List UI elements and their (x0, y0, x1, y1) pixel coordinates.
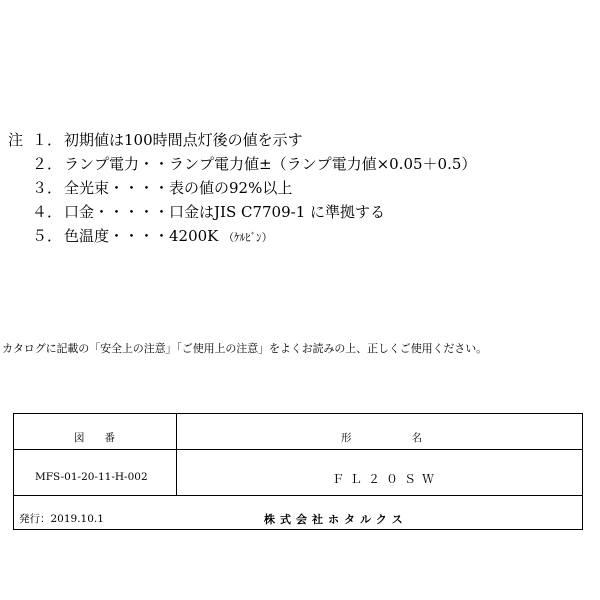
note-text: 全光束・・・・表の値の92%以上 (64, 179, 293, 197)
model-name-label: 形名 (341, 432, 482, 444)
issue-date: 発行：2019.10.1 (19, 513, 104, 525)
notes-prefix: 注 (8, 131, 24, 149)
note-text: 色温度・・・・4200K (64, 227, 219, 245)
caution-text: カタログに記載の「安全上の注意」「ご使用上の注意」をよくお読みの上、正しくご使用ください。 (2, 342, 487, 355)
table-divider (14, 449, 582, 450)
note-marker: ３． (32, 179, 63, 197)
table-column-divider (176, 414, 177, 495)
note-unit-suffix: （ｹﾙﾋﾞﾝ） (223, 231, 273, 244)
drawing-number-label: 図番 (74, 432, 135, 444)
note-line-2 (8, 152, 596, 176)
table-divider (14, 495, 582, 496)
note-line-5 (8, 224, 596, 248)
note-text-wrap (64, 224, 273, 250)
model-name: ＦＬ２０ＳＷ (332, 472, 441, 486)
title-block-table (13, 413, 583, 530)
drawing-number: MFS-01-20-11-H-002 (35, 471, 148, 483)
note-line-3 (8, 176, 596, 200)
note-marker: ２． (32, 155, 63, 173)
note-marker: ５． (32, 227, 63, 245)
note-marker: ４． (32, 203, 63, 221)
note-line-4 (8, 200, 596, 224)
note-text: 口金・・・・・口金はJIS C7709-1 に準拠する (64, 203, 386, 221)
notes-section (8, 128, 596, 248)
note-line-1 (8, 128, 596, 152)
note-text: ランプ電力・・ランプ電力値±（ランプ電力値×0.05＋0.5） (64, 155, 477, 173)
note-marker: １． (32, 131, 63, 149)
note-text: 初期値は100時間点灯後の値を示す (64, 131, 303, 149)
company-name: 株式会社ホタルクス (264, 513, 408, 526)
